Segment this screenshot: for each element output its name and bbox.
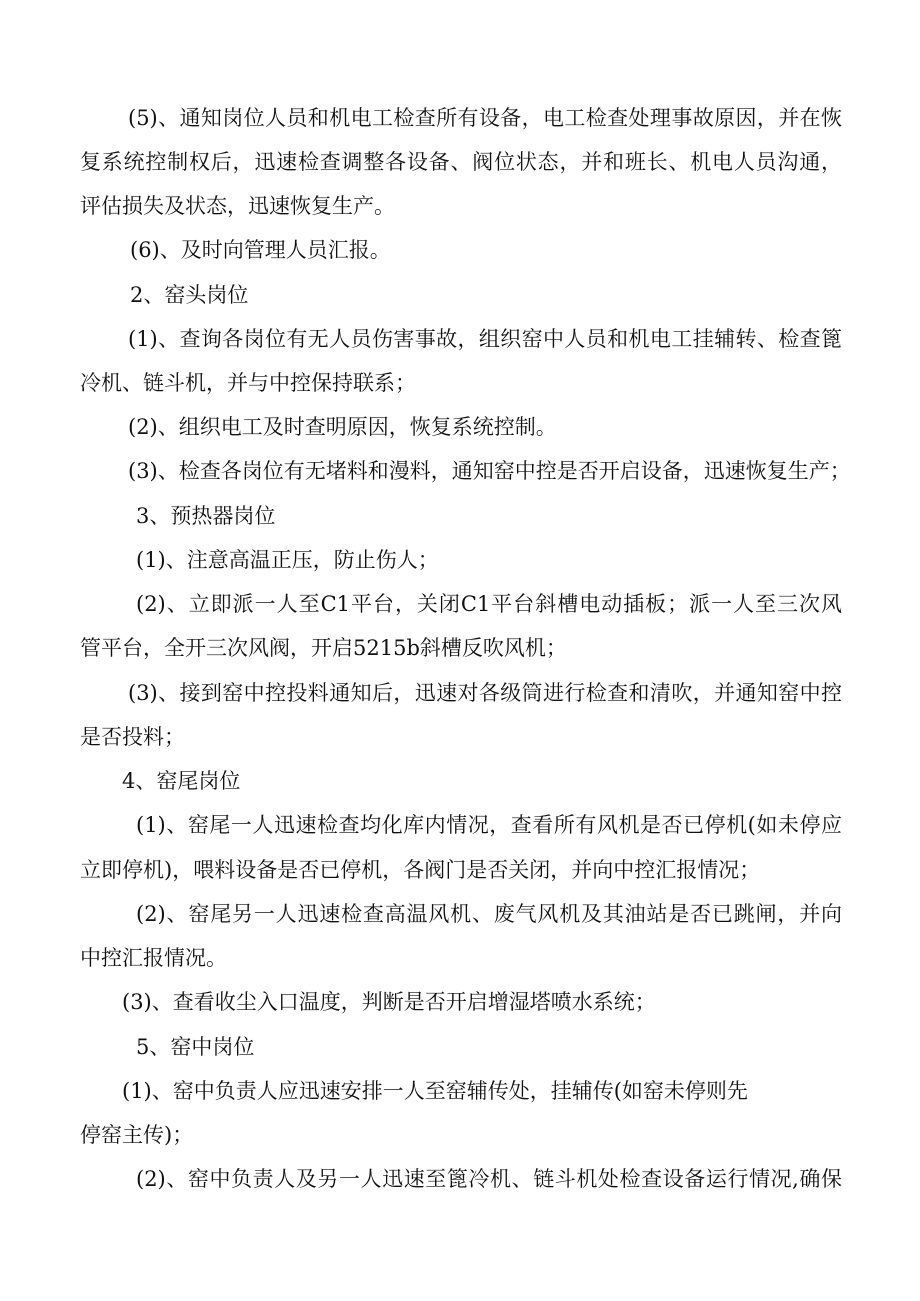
- section-heading-5: 5、窑中岗位: [136, 1035, 255, 1059]
- text-line-23: (1)、窑中负责人应迅速安排一人至窑辅传处，挂辅传(如窑未停则先: [122, 1079, 748, 1103]
- text-line-17: (1)、窑尾一人迅速检查均化库内情况，查看所有风机是否已停机(如未停应: [136, 813, 842, 837]
- text-line-13: 管平台，全开三次风阀，开启5215b斜槽反吹风机；: [80, 636, 567, 660]
- text-line-3: 评估损失及状态，迅速恢复生产。: [80, 194, 395, 218]
- text-line-19: (2)、窑尾另一人迅速检查高温风机、废气风机及其油站是否已跳闸，并向: [136, 902, 842, 926]
- text-line-11: (1)、注意高温正压，防止伤人；: [136, 548, 439, 572]
- text-line-12: (2)、立即派一人至C1平台，关闭C1平台斜槽电动插板；派一人至三次风: [136, 592, 842, 616]
- text-line-9: (3)、检查各岗位有无堵料和漫料，通知窑中控是否开启设备，迅速恢复生产；: [128, 459, 851, 483]
- text-line-21: (3)、查看收尘入口温度，判断是否开启增湿塔喷水系统；: [122, 990, 656, 1014]
- text-line-24: 停窑主传)；: [80, 1123, 194, 1147]
- text-line-20: 中控汇报情况。: [80, 946, 227, 970]
- text-line-4: (6)、及时向管理人员汇报。: [130, 238, 391, 262]
- text-line-25: (2)、窑中负责人及另一人迅速至篦冷机、链斗机处检查设备运行情况,确保: [136, 1167, 842, 1191]
- text-line-2: 复系统控制权后，迅速检查调整各设备、阀位状态，并和班长、机电人员沟通，: [80, 150, 842, 174]
- text-line-18: 立即停机)，喂料设备是否已停机，各阀门是否关闭，并向中控汇报情况；: [80, 858, 761, 882]
- text-line-1: (5)、通知岗位人员和机电工检查所有设备，电工检查处理事故原因，并在恢: [128, 106, 842, 130]
- text-line-8: (2)、组织电工及时查明原因，恢复系统控制。: [128, 415, 557, 439]
- section-heading-4: 4、窑尾岗位: [122, 769, 241, 793]
- section-heading-3: 3、预热器岗位: [136, 504, 276, 528]
- text-line-14: (3)、接到窑中控投料通知后，迅速对各级筒进行检查和清吹，并通知窑中控: [128, 681, 842, 705]
- text-line-15: 是否投料；: [80, 725, 185, 749]
- section-heading-2: 2、窑头岗位: [130, 283, 249, 307]
- text-line-7: 冷机、链斗机，并与中控保持联系；: [80, 371, 416, 395]
- text-line-6: (1)、查询各岗位有无人员伤害事故，组织窑中人员和机电工挂辅转、检查篦: [128, 327, 842, 351]
